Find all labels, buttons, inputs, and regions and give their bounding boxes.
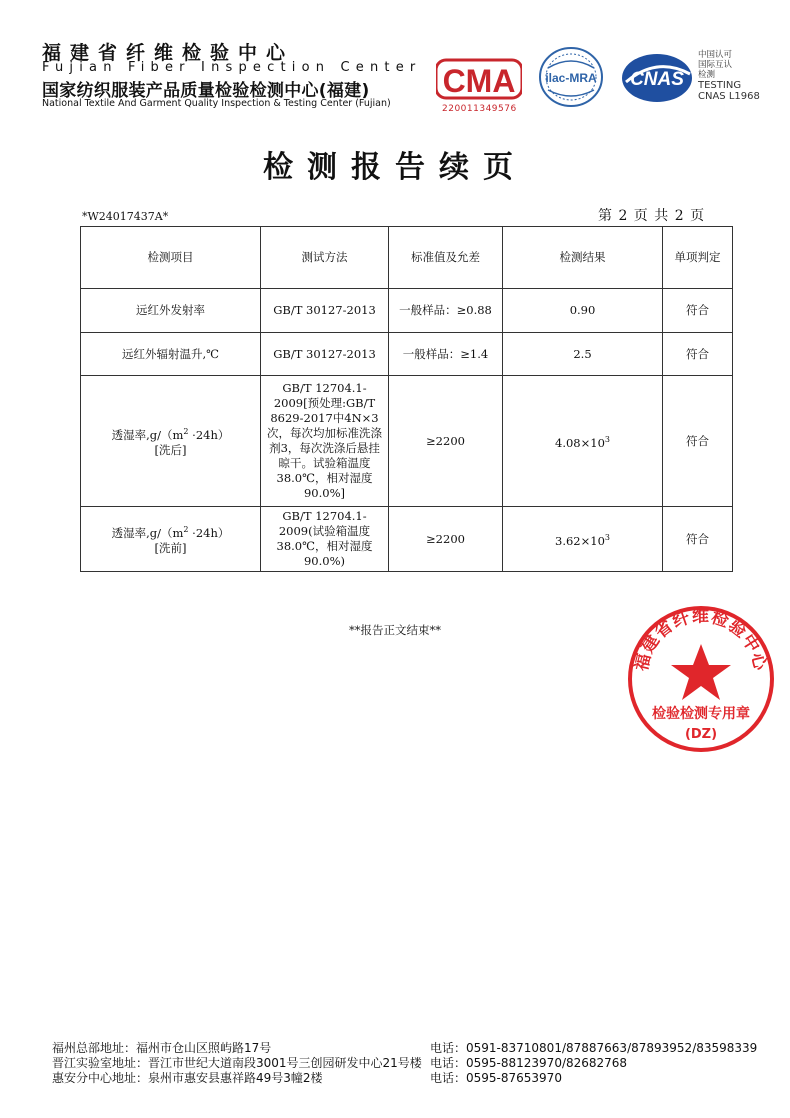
header-result: 检测结果 xyxy=(503,227,663,289)
table-row xyxy=(81,333,733,376)
cell-judgement: 符合 xyxy=(663,507,733,572)
footer-address-fuzhou: 福州总部地址：福州市仓山区照屿路17号 xyxy=(52,1041,272,1055)
header-standard: 标准值及允差 xyxy=(389,227,503,289)
cell-item: 远红外发射率 xyxy=(81,289,261,333)
table-row xyxy=(81,376,733,507)
report-code: *W24017437A* xyxy=(82,210,169,223)
org-name-en: Fujian Fiber Inspection Center xyxy=(42,60,422,75)
header-method: 测试方法 xyxy=(261,227,389,289)
cell-item: 透湿率$,g/(m^2 \cdot 24h)$ [洗前] xyxy=(81,507,261,572)
cma-logo xyxy=(436,56,522,102)
cell-result: 2.5 xyxy=(503,333,663,376)
cnas-logo-text: CNAS xyxy=(630,69,684,90)
results-table xyxy=(80,226,733,572)
cell-standard: 一般样品：≥0.88 xyxy=(389,289,503,333)
ilac-logo-text: ilac-MRA xyxy=(545,71,597,85)
report-end-marker: **报告正文结束** xyxy=(349,623,441,637)
page-info: 第 2 页 共 2 页 xyxy=(598,208,705,224)
seal-inner-text: 检验检测专用章 xyxy=(652,706,750,722)
center-name-cn: 国家纺织服装产品质量检验检测中心(福建) xyxy=(42,81,370,101)
cell-result: 0.90 xyxy=(503,289,663,333)
cma-logo-text: CMA xyxy=(442,63,516,99)
cell-method: GB/T 12704.1-2009(试验箱温度38.0℃，相对湿度90.0%) xyxy=(261,507,389,572)
footer-address-huian: 惠安分中心地址：泉州市惠安县惠祥路49号3幢2楼 xyxy=(52,1071,323,1085)
footer-address-jinjiang: 晋江实验室地址：晋江市世纪大道南段3001号三创园研发中心21号楼 xyxy=(52,1056,422,1070)
cell-judgement: 符合 xyxy=(663,376,733,507)
cma-number: 220011349576 xyxy=(442,104,517,114)
cell-item: 远红外辐射温升,℃ xyxy=(81,333,261,376)
org-name-cn: 福建省纤维检验中心 xyxy=(42,42,295,64)
cell-method: GB/T 30127-2013 xyxy=(261,289,389,333)
header-item: 检测项目 xyxy=(81,227,261,289)
cell-method: GB/T 30127-2013 xyxy=(261,333,389,376)
official-seal xyxy=(626,604,776,754)
ilac-mra-logo xyxy=(538,46,604,108)
footer-phone-huian: 电话：0595-87653970 xyxy=(430,1071,562,1085)
table-row xyxy=(81,289,733,333)
cell-judgement: 符合 xyxy=(663,333,733,376)
footer-phone-fuzhou: 电话：0591-83710801/87887663/87893952/83598339 xyxy=(430,1041,758,1055)
footer-phone-jinjiang: 电话：0595-88123970/82682768 xyxy=(430,1056,628,1070)
cell-result: $4.08\times 10^3$ xyxy=(503,376,663,507)
seal-star-icon xyxy=(671,644,731,700)
table-header-row xyxy=(81,227,733,289)
seal-code: (DZ) xyxy=(684,727,718,742)
table-row xyxy=(81,507,733,572)
center-name-en: National Textile And Garment Quality Inspection & Testing Center (Fujian) xyxy=(42,98,391,109)
cell-judgement: 符合 xyxy=(663,289,733,333)
cell-standard: ≥2200 xyxy=(389,376,503,507)
header-judgement: 单项判定 xyxy=(663,227,733,289)
cell-item: 透湿率$,g/(m^2 \cdot 24h)$ [洗后] xyxy=(81,376,261,507)
cell-method: GB/T 12704.1-2009[预处理:GB/T 8629-2017中4N×3次，每次均加标准洗涤剂3，每次洗涤后悬挂晾干。试验箱温度38.0℃，相对湿度90.0%] xyxy=(261,376,389,507)
cell-standard: 一般样品：≥1.4 xyxy=(389,333,503,376)
cnas-logo xyxy=(620,52,694,104)
cnas-caption: 中国认可 国际互认 检测 TESTING CNAS L1968 xyxy=(698,50,760,102)
cell-standard: ≥2200 xyxy=(389,507,503,572)
cell-result: $3.62\times 10^3$ xyxy=(503,507,663,572)
seal-ring-text: 福建省纤维检验中心 xyxy=(631,606,771,674)
report-title: 检测报告续页 xyxy=(263,150,527,185)
